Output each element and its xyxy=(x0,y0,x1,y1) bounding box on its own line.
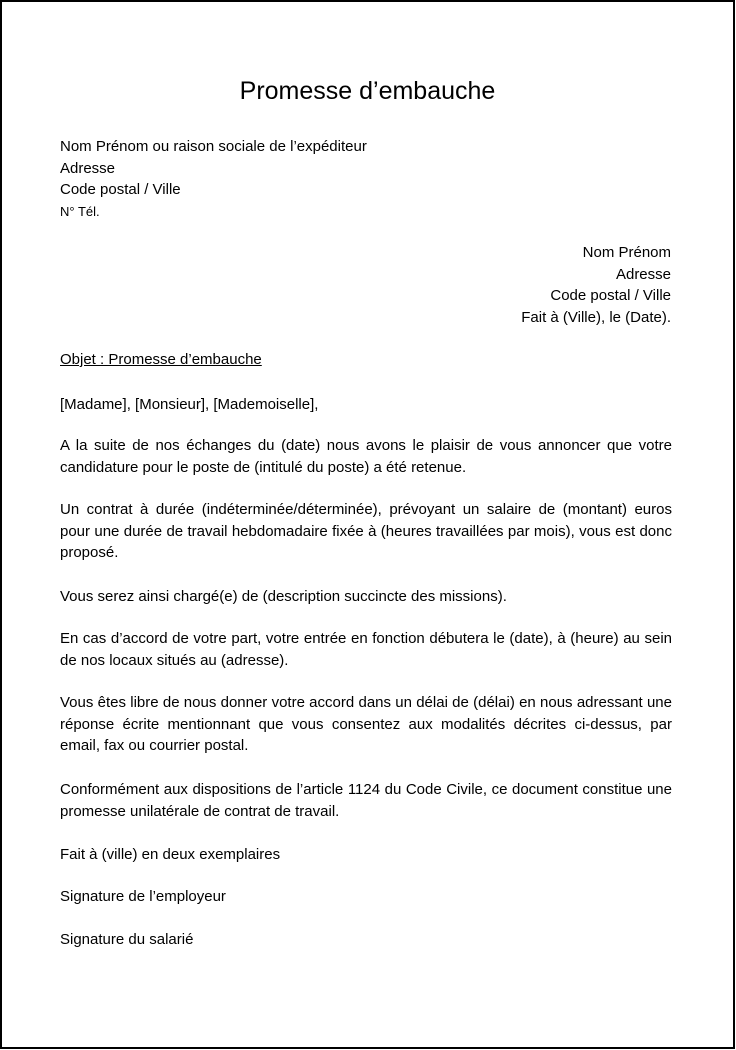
document-title: Promesse d’embauche xyxy=(239,77,496,105)
employee-signature-label: Signature du salarié xyxy=(60,931,194,948)
recipient-postal-city: Code postal / Ville xyxy=(550,287,671,304)
sender-address: Adresse xyxy=(60,159,116,177)
sender-name: Nom Prénom ou raison sociale de l’expéditeur xyxy=(60,138,367,155)
recipient-name: Nom Prénom xyxy=(582,244,671,261)
object-line: Objet : Promesse d’embauche xyxy=(60,351,262,368)
employer-signature-label: Signature de l’employeur xyxy=(60,888,226,905)
paragraph-announcement: A la suite de nos échanges du (date) nous avons le plaisir de vous annoncer que votre candidature pour le poste de (intitulé du poste) a été retenue. xyxy=(60,437,672,476)
recipient-block xyxy=(371,242,671,328)
sender-block xyxy=(60,136,460,222)
salutation: [Madame], [Monsieur], [Mademoiselle], xyxy=(60,396,319,413)
paragraph-legal: Conformément aux dispositions de l’article 1124 du Code Civile, ce document constitue une promesse unilatérale de contrat de travail. xyxy=(60,781,672,820)
paragraph-contract: Un contrat à durée (indéterminée/déterminée), prévoyant un salaire de (montant) euros pour une durée de travail hebdomadaire fixée à (heures travaillées par mois), vous est donc proposé. xyxy=(60,501,672,561)
paragraph-missions: Vous serez ainsi chargé(e) de (description succincte des missions). xyxy=(60,588,507,605)
sender-postal-city: Code postal / Ville xyxy=(60,181,181,198)
sender-phone: N° Tél. xyxy=(60,203,100,219)
place-date: Fait à (Ville), le (Date). xyxy=(521,308,671,326)
recipient-address: Adresse xyxy=(615,265,671,283)
paragraph-start-date: En cas d’accord de votre part, votre entrée en fonction débutera le (date), à (heure) au sein de nos locaux situés au (adresse). xyxy=(60,630,672,669)
paragraph-acceptance: Vous êtes libre de nous donner votre accord dans un délai de (délai) en nous adressant une réponse écrite mentionnant que vous consentez aux modalités décrites ci-dessus, par email, fax ou courrier postal. xyxy=(60,694,672,754)
closing-place: Fait à (ville) en deux exemplaires xyxy=(60,846,281,863)
